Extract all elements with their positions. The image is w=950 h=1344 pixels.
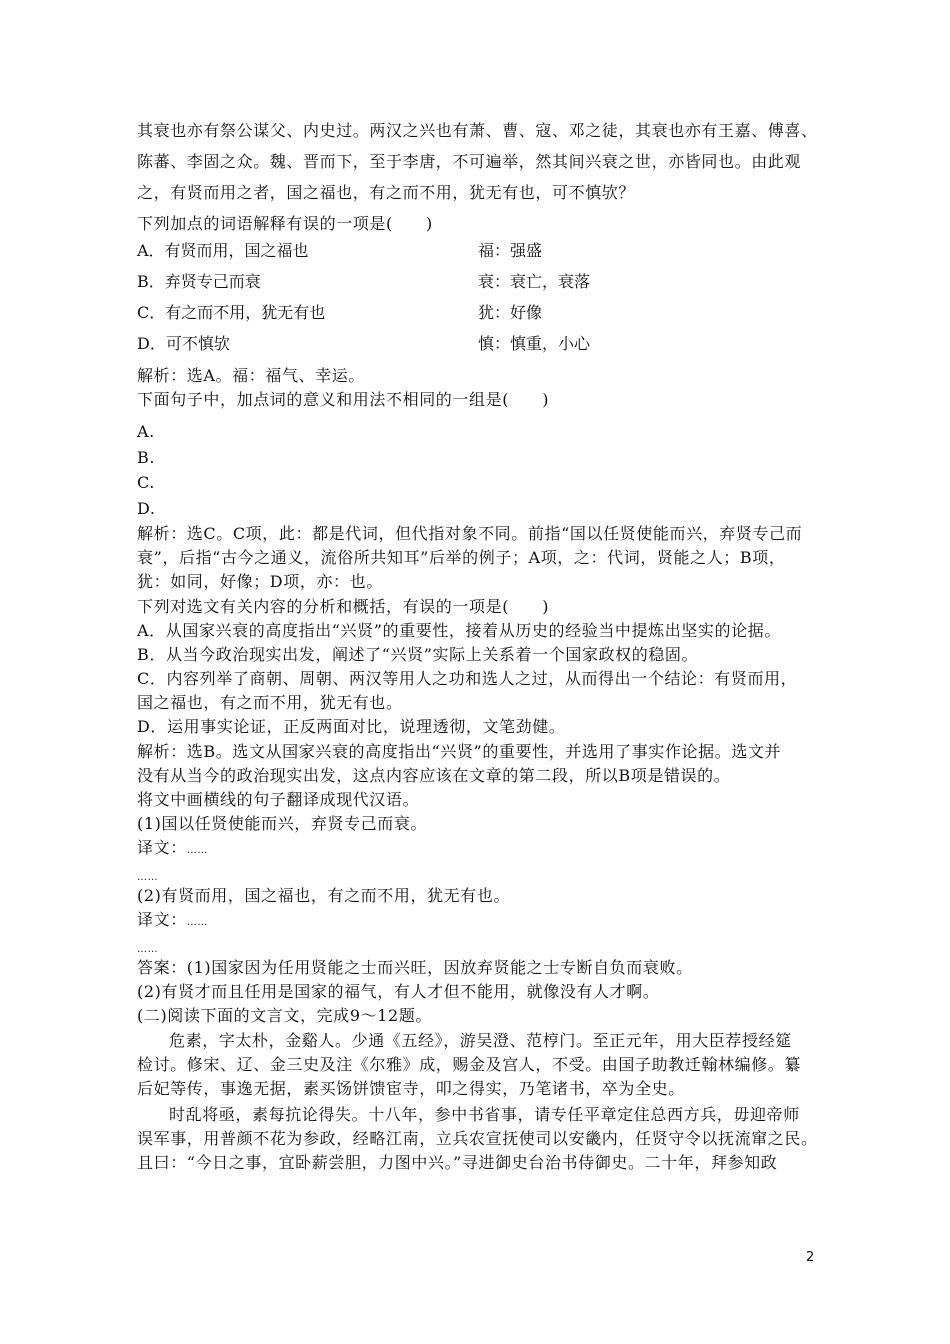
q3-option-c: C．内容列举了商朝、周朝、两汉等用人之功和选人之过，从而得出一个结论：有贤而用，: [137, 669, 798, 688]
q1-option-c-gloss: 犹：好像: [478, 303, 543, 322]
q4-answer-1: 答案：(1)国家因为任用贤能之士而兴旺，因放弃贤能之士专断自负而衰败。: [137, 958, 693, 977]
q3-option-d: D．运用事实论证，正反两面对比，说理透彻，文笔劲健。: [137, 717, 566, 736]
section2-para1-line-3: 后妃等传，事逸无据，素买饧饼馈宦寺，叩之得实，乃笔诸书，卒为全史。: [137, 1079, 685, 1098]
q3-stem: 下列对选文有关内容的分析和概括，有误的一项是( ): [137, 597, 550, 616]
q4-translation-label-1: [137, 838, 208, 861]
q1-stem: 下列加点的词语解释有误的一项是( ): [137, 214, 433, 233]
section2-title: (二)阅读下面的文言文，完成9～12题。: [137, 1006, 433, 1025]
q1-option-a-gloss: 福：强盛: [478, 241, 543, 260]
translation-label: 译文：: [137, 838, 187, 857]
q4-stem: 将文中画横线的句子翻译成现代汉语。: [137, 790, 420, 809]
page-number: 2: [806, 1250, 815, 1265]
q2-analysis-line-2: 衰”，后指“古今之通义，流俗所共知耳”后举的例子；A项，之：代词，贤能之人；B项，: [137, 548, 786, 567]
q2-analysis-line-1: 解析：选C。C项，此：都是代词，但代指对象不同。前指“国以任贤使能而兴，弃贤专己而: [137, 524, 803, 543]
q4-sentence-1: (1)国以任贤使能而兴，弃贤专己而衰。: [137, 814, 428, 833]
section2-para2-line-3: 且曰：“今日之事，宜卧薪尝胆，力图中兴。”寻进御史台治书侍御史。二十年，拜参知政: [137, 1153, 778, 1172]
passage-line-2: 陈蕃、李固之众。魏、晋而下，至于李唐，不可遍举，然其间兴衰之世，亦皆同也。由此观: [137, 152, 802, 171]
section2-para2-line-2: 误军事，用普颜不花为参政，经略江南，立兵农宣抚使司以安畿内，任贤守令以抚流窜之民。: [137, 1129, 818, 1148]
translation-label: 译文：: [137, 910, 187, 929]
q3-option-c-cont: 国之福也，有之而不用，犹无有也。: [137, 693, 403, 712]
q1-option-d: D．可不慎欤: [137, 334, 230, 353]
q1-option-a: A．有贤而用，国之福也: [137, 241, 309, 260]
q4-blank-line-2: ……: [137, 944, 159, 955]
q1-analysis: 解析：选A。福：福气、幸运。: [137, 366, 365, 385]
translation-blank: ……: [186, 917, 209, 928]
q1-option-b: B．弃贤专己而衰: [137, 272, 261, 291]
q1-option-d-gloss: 慎：慎重，小心: [478, 334, 591, 353]
q2-option-c: C.: [137, 473, 155, 492]
q3-option-b: B．从当今政治现实出发，阐述了“兴贤”实际上关系着一个国家政权的稳固。: [137, 645, 699, 664]
section2-para1-line-2: 检讨。修宋、辽、金三史及注《尔雅》成，赐金及宫人，不受。由国子助教迁翰林编修。纂: [137, 1055, 802, 1074]
q3-option-a: A．从国家兴衰的高度指出“兴贤”的重要性，接着从历史的经验当中提炼出坚实的论据。: [137, 621, 781, 640]
q2-option-a: A.: [137, 422, 155, 441]
q2-option-d: D.: [137, 499, 156, 518]
passage-line-1: 其衰也亦有祭公谋父、内史过。两汉之兴也有萧、曹、寇、邓之徒，其衰也亦有王嘉、傅喜、: [137, 121, 818, 140]
q4-translation-label-2: [137, 910, 208, 933]
q4-answer-2: (2)有贤才而且任用是国家的福气，有人才但不能用，就像没有人才啊。: [137, 982, 660, 1001]
q2-option-b: B.: [137, 448, 156, 467]
q4-blank-line-1: ……: [137, 872, 159, 883]
q3-analysis-line-2: 没有从当今的政治现实出发，这点内容应该在文章的第二段，所以B项是错误的。: [137, 766, 731, 785]
q1-option-c: C．有之而不用，犹无有也: [137, 303, 326, 322]
section2-para2-line-1: 时乱将亟，素每抗论得失。十八年，参中书省事，请专任平章定住总西方兵，毋迎帝师: [169, 1105, 800, 1124]
q1-option-b-gloss: 衰：衰亡，衰落: [478, 272, 591, 291]
q2-analysis-line-3: 犹：如同，好像；D项，亦：也。: [137, 572, 383, 591]
q3-analysis-line-1: 解析：选B。选文从国家兴衰的高度指出“兴贤”的重要性，并选用了事实作论据。选文并: [137, 742, 782, 761]
q2-stem: 下面句子中，加点词的意义和用法不相同的一组是( ): [137, 390, 550, 409]
section2-para1-line-1: 危素，字太朴，金谿人。少通《五经》，游吴澄、范梈门。至正元年，用大臣荐授经筵: [169, 1031, 792, 1050]
passage-line-3: 之，有贤而用之者，国之福也，有之而不用，犹无有也，可不慎欤？: [137, 183, 636, 202]
translation-blank: ……: [186, 845, 209, 856]
q4-sentence-2: (2)有贤而用，国之福也，有之而不用，犹无有也。: [137, 886, 511, 905]
